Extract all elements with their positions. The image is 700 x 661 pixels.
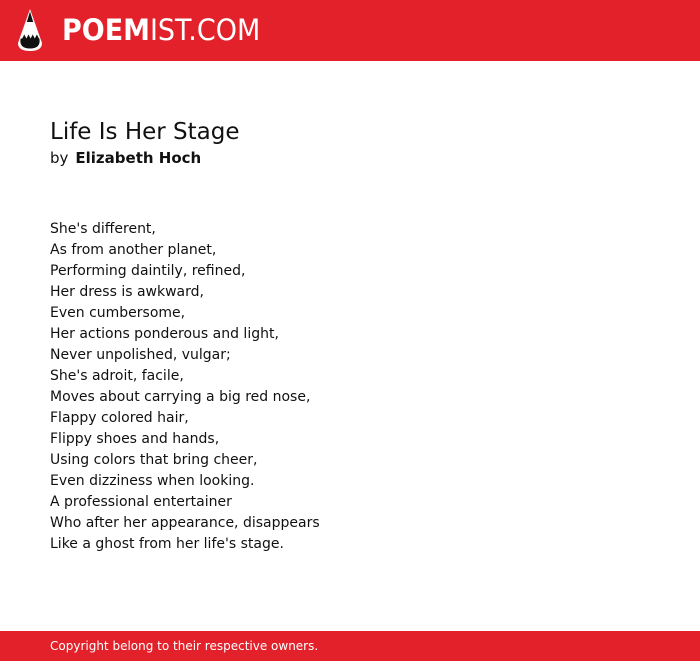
logo-light-text: IST.COM <box>149 13 261 47</box>
poem-line: Like a ghost from her life's stage. <box>50 536 284 552</box>
logo-bold-text: POEM <box>62 13 150 47</box>
poem-line: Who after her appearance, disappears <box>50 515 320 531</box>
poem-title: Life Is Her Stage <box>50 119 240 145</box>
poem-line: Using colors that bring cheer, <box>50 452 258 468</box>
site-logo-text <box>62 8 260 52</box>
poem-byline <box>50 147 650 169</box>
site-header <box>0 0 700 61</box>
site-footer <box>0 631 700 661</box>
poem-line: Even cumbersome, <box>50 305 186 321</box>
poem-line: Her actions ponderous and light, <box>50 326 279 342</box>
poem-line: A professional entertainer <box>50 494 232 510</box>
poem-author: Elizabeth Hoch <box>75 149 202 167</box>
poem-line: Flappy colored hair, <box>50 410 189 426</box>
poem-line: Even dizziness when looking. <box>50 473 255 489</box>
poem-line: Moves about carrying a big red nose, <box>50 389 311 405</box>
poem-line: As from another planet, <box>50 242 217 258</box>
poem-line: Flippy shoes and hands, <box>50 431 220 447</box>
poem-content <box>50 117 650 555</box>
poem-body <box>50 219 650 555</box>
by-label: by <box>50 149 69 167</box>
poem-line: She's adroit, facile, <box>50 368 184 384</box>
poem-line: Her dress is awkward, <box>50 284 204 300</box>
copyright-text: Copyright belong to their respective owners. <box>50 639 319 653</box>
poem-line: Performing daintily, refined, <box>50 263 246 279</box>
pencil-tip-icon <box>17 8 43 52</box>
poem-line: Never unpolished, vulgar; <box>50 347 231 363</box>
poem-line: She's different, <box>50 221 156 237</box>
site-logo-link[interactable] <box>17 8 275 52</box>
